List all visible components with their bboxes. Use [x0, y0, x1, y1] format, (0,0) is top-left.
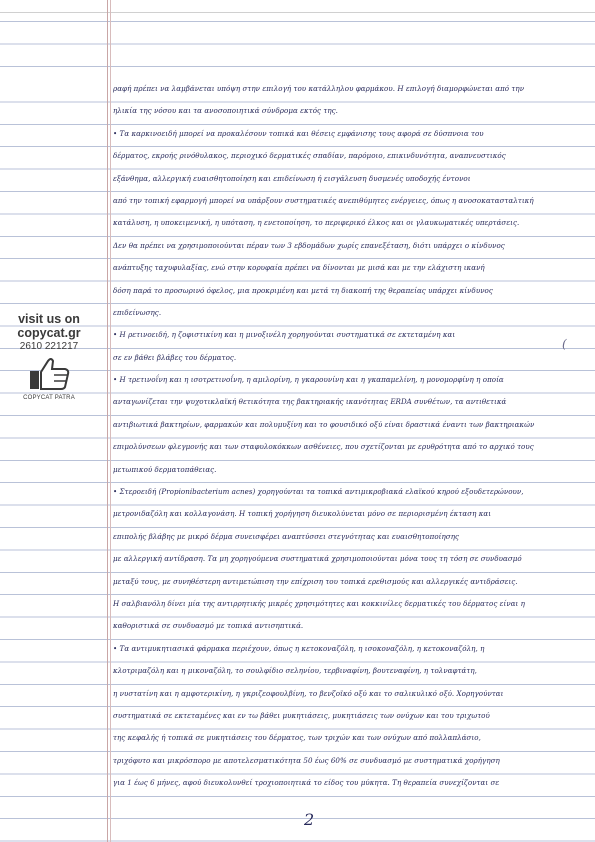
text-line: εξάνθημα, αλλεργική ευαισθητοποίηση και επιδείνωση ή εισγάλευση δυσμενές υποδοχής έντονοι [113, 173, 471, 183]
text-line: μετρονιδαζόλη και κολλαγονάση. Η τοπική χορήγηση διευκολύνεται μόνο σε περιορισμένη έκταση και [113, 509, 492, 519]
ad-site-text: copycat.gr [17, 326, 81, 340]
ad-phone-text: 2610 221217 [19, 341, 79, 352]
margin-line [107, 0, 108, 842]
text-line: για 1 έως 6 μήνες, αφού διευκολυνθεί τροχιοποιητικά το είδος του μύκητα. Τη θεραπεία συνεχίζονται σε [113, 778, 500, 788]
ad-brand-text: COPYCAT PATRA [23, 395, 75, 401]
text-line: δέρματος, εκροής ρινόθυλακος, περιοχικό δερματικές σπαδίαν, παρόμοιο, επικινδυνότητα, αναπνευστικός [113, 151, 506, 161]
text-line: • Τα καρκινοειδή μπορεί να προκαλέσουν τοπικά και θέσεις εμφάνισης τους αφορά σε δύσπνοια του [113, 128, 484, 138]
text-line: της κεφαλής ή τοπικά σε μυκητιάσεις του δέρματος, των τριχών και των ονύχων από πολλαπλάσιο, [113, 733, 481, 743]
text-line: ανάπτυξης ταχυφυλαξίας, ενώ στην κορυφαία πρέπει να δίνονται με μισά και με την ελάχιστη ικανή [113, 263, 485, 273]
text-line: ανταγωνίζεται την ψυχοτικλαϊκή θετικότητα της βακτηριακής ικανότητας ERDA συνθέτων, τα αντιθετικά [113, 397, 507, 407]
text-line: κλοτριμαζόλη και η μικοναζόλη, το σουλφίδιο σεληνίου, τερβιναφίνη, βουτεναφίνη, η τολναφτάτη, [113, 666, 477, 676]
text-line: Η σαλβιανόλη δίνει μία της αντιρρητικής μικρές χρησιμότητες και κοκκινίλες δερματικές του δέρματος είναι η [113, 598, 525, 608]
text-line: κατάλυση, η υποκειμενική, η υπόταση, η ενετοποίηση, το περιφερικό έλκος και οι γλαυκωματικές υπερτάσεις. [113, 218, 520, 228]
text-line: η νυστατίνη και η αμφοτερικίνη, η γκριζεοφουλβίνη, το βενζοϊκό οξύ και το σαλικυλικό οξύ. Χορηγούνται [113, 688, 504, 698]
handwritten-text [113, 78, 585, 795]
text-line: με αλλεργική αντίδραση. Τα μη χορηγούμενα συστηματικά χρησιμοποιούνται μόνα τους τη τόση σε συνδυασμό [113, 554, 522, 564]
text-line: συστηματικά σε εκτεταμένες και εν τω βάθει μυκητιάσεις, μυκητιάσεις των ονύχων και του τριχωτού [113, 710, 490, 720]
text-line: • Η ρετινοειδή, η ζοφιστικίνη και η μινοξινέλη χορηγούνται συστηματικά σε εκτεταμένη και [113, 330, 456, 340]
text-line: ηλικία της νόσου και τα ανοσοποιητικά σύνδρομα εκτός της. [113, 106, 338, 116]
margin-mark: ( [562, 337, 567, 351]
text-line: επιμολύνσεων φλεγμονής και των σταφυλοκόκκων ασθένειες, που σχετίζονται με ερυθρότητα από το αρχικό τους [113, 442, 534, 452]
text-line: μεταξύ τους, με συνηθέστερη αντιμετώπιση την επίχριση του τοπικά ερεθισμούς και αλλεργικές αντιδράσεις. [113, 576, 518, 586]
text-line: σε εν βάθει βλάβες του δέρματος. [113, 352, 237, 362]
text-line: • Τα αντιμυκητιασικά φάρμακα περιέχουν, όπως η κετοκοναζόλη, η ισοκοναζόλη, η κετοκοναζόλη, η [113, 643, 485, 653]
text-line: επιπολής βλάβης με μικρό δέρμα συνεισφέρει αναπτύσσει στεγνότητας και ευαισθητοποίησης [113, 531, 460, 541]
text-line: Δεν θα πρέπει να χρησιμοποιούνται πέραν των 3 εβδομάδων χωρίς επανεξέταση, διότι υπάρχει ο κίνδυνος [113, 240, 505, 250]
text-line: καθοριστικά σε συνδυασμό με τοπικά αντισηπτικά. [113, 621, 304, 631]
text-line: επιδείνωσης. [113, 307, 162, 317]
margin-line-secondary [110, 0, 111, 842]
text-line: τριχόφυτο και μικρόσπορο με αποτελεσματικότητα 50 έως 60% σε συνδυασμό με συστηματικά χορήγηση [113, 755, 500, 765]
top-rule [0, 12, 595, 13]
text-line: ραφή πρέπει να λαμβάνεται υπόψη στην επιλογή του κατάλληλου φαρμάκου. Η επιλογή διαμορφώνεται από την [113, 84, 525, 93]
copycat-watermark [8, 312, 90, 402]
text-line: από την τοπική εφαρμογή μπορεί να υπάρξουν συστηματικές ανεπιθύμητες ενέργειες, όπως η ανοσοκατασταλτική [113, 195, 534, 205]
text-line: μετωπικού δερματοπάθειας. [113, 464, 217, 474]
text-line: δόση παρά το προσωρινό όφελος, μια προκριμένη και μετά τη διακοπή της θεραπείας υπάρχει κίνδυνος [113, 285, 493, 295]
text-line: • Στεροειδή (Propionibacterium acnes) χορηγούνται τα τοπικά αντιμικροβιακά ελαϊκού κηρού εξουδετερώνουν, [113, 487, 524, 497]
thumbs-up-icon [28, 357, 70, 391]
text-line: • Η τρετινοΐνη και η ισοτρετινοΐνη, η αμιλορίνη, η γκαρουνίνη και η γκαπαμελίνη, η μονομορφίνη η οποία [113, 375, 504, 385]
ad-visit-text: visit us on [18, 312, 80, 326]
page-number: 2 [304, 810, 315, 829]
text-line: αντιβιωτικά βακτηρίων, φαρμακών και πολυμυξίνη και το φουσιδικό οξύ είναι δραστικά έναντι των βακτηριακών [113, 419, 535, 429]
